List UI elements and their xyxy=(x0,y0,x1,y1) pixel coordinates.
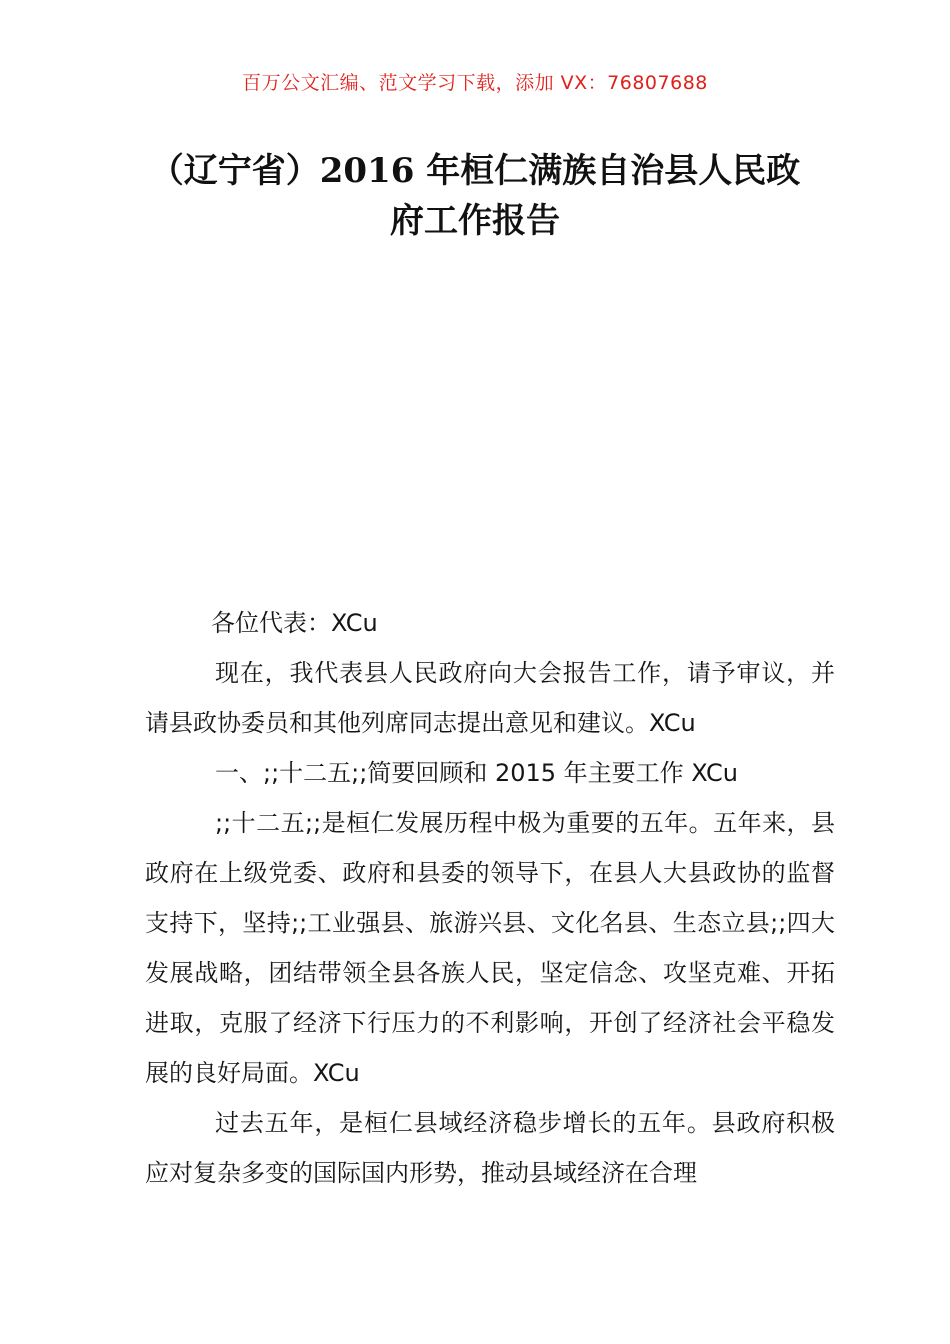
title-line-1: （辽宁省）2016 年桓仁满族自治县人民政 xyxy=(149,151,801,191)
document-title xyxy=(0,146,950,246)
document-body xyxy=(145,598,835,1198)
paragraph: ;;十二五;;是桓仁发展历程中极为重要的五年。五年来，县政府在上级党委、政府和县委的领导下，在县人大县政协的监督支持下，坚持;;工业强县、旅游兴县、文化名县、生态立县;;四大发展战略，团结带领全县各族人民，坚定信念、攻坚克难、开拓进取，克服了经济下行压力的不利影响，开创了经济社会平稳发展的良好局面。XCu xyxy=(145,809,835,1087)
header-note: 百万公文汇编、范文学习下载，添加 VX：76807688 xyxy=(242,72,708,94)
salutation: 各位代表：XCu xyxy=(211,609,378,637)
paragraph: 过去五年，是桓仁县域经济稳步增长的五年。县政府积极应对复杂多变的国际国内形势，推动县域经济在合理 xyxy=(145,1109,835,1187)
title-line-2: 府工作报告 xyxy=(390,201,560,241)
section-heading: 一、;;十二五;;简要回顾和 2015 年主要工作 XCu xyxy=(215,759,738,787)
paragraph: 现在，我代表县人民政府向大会报告工作，请予审议，并请县政协委员和其他列席同志提出意见和建议。XCu xyxy=(145,659,835,737)
